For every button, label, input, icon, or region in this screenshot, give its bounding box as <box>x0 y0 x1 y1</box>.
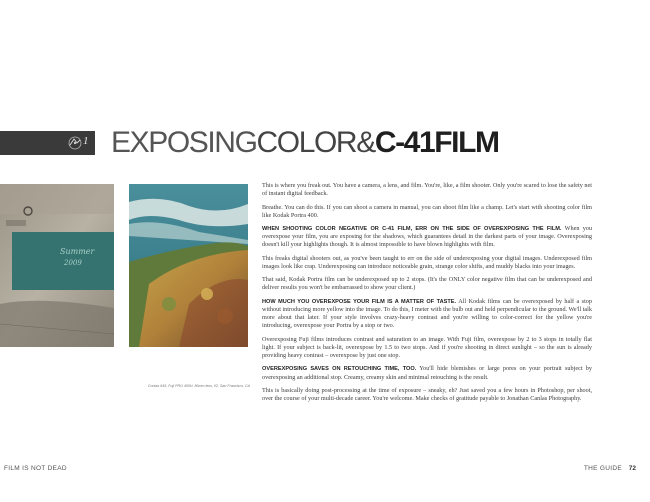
body-text <box>262 182 592 408</box>
footer-book-title: FILM IS NOT DEAD <box>4 465 67 472</box>
title-part-exposing: EXPOSING <box>111 126 257 159</box>
paragraph <box>262 298 592 331</box>
emblem-icon <box>66 134 84 152</box>
paragraph-text: You'll hide blemishes or large pores on your portrait subject by overexposing an additional stop. Creamy, creamy skin and minimal retouching is the result. <box>262 365 592 381</box>
title-part-color: COLOR& <box>256 126 375 159</box>
paragraph-text: This is where you freak out. You have a camera, a lens, and film. You're, like, a film shooter. Only you're scared to lose the safety net of instant digital feedback. <box>262 182 592 198</box>
paragraph <box>262 204 592 220</box>
paragraph <box>262 276 592 292</box>
paragraph-lead: HOW MUCH YOU OVEREXPOSE YOUR FILM IS A MATTER OF TASTE. <box>262 298 457 305</box>
svg-text:2009: 2009 <box>64 259 82 267</box>
paragraph-text: Breathe. You can do this. If you can shoot a camera in manual, you can shoot film like a champ. Let's start with shooting color film like Kodak Portra 400. <box>262 203 592 219</box>
title-part-film: FILM <box>434 126 499 159</box>
chapter-bar <box>0 131 95 155</box>
paragraph <box>262 387 592 403</box>
paragraph-text: Overexposing Fuji films introduces contrast and saturation to an image. With Fuji film, overexpose by 2 to 3 stops in totally flat light. If your subject is back-lit, overexpose by 1.5 to two stops. And if you're shooting in direct sunlight – so the sun is already providing heavy contrast – overexpose by just one stop. <box>262 335 592 360</box>
paragraph-lead: OVEREXPOSING SAVES ON RETOUCHING TIME, TOO. <box>262 366 417 373</box>
paragraph-text: This freaks digital shooters out, as you've been taught to err on the side of underexposing your digital images. Underexposed film images look like crap. Underexposing can introduce noticeable grain, strange color shifts, and muddy blacks into your images. <box>262 254 592 270</box>
paragraph <box>262 182 592 198</box>
paragraph-lead: WHEN SHOOTING COLOR NEGATIVE OR C-41 FILM, ERR ON THE SIDE OF OVEREXPOSING THE FILM. <box>262 226 562 232</box>
page-number: 72 <box>628 465 636 472</box>
photo-coast <box>129 184 248 347</box>
paragraph <box>262 336 592 361</box>
paragraph-text: All Kodak films can be overexposed by half a stop without introducing more yellow into the image. To do this, I meter with the bulb out and held perpendicular to the ground. We'll talk more about that later. If your style involves crazy-heavy contrast and you're willing to color-correct for the yellow you're introducing, overexpose your Portra by a stop or two. <box>262 297 592 330</box>
title-part-c41: C-41 <box>374 126 435 159</box>
paragraph <box>262 255 592 271</box>
photo-wall <box>0 184 114 347</box>
paragraph-text: This is basically doing post-processing at the time of exposure – sneaky, eh? Just saved you a few hours in Photoshop, per shoot, over the course of your multi-decade career. You're welcome. Make checks of gratitude payable to Jonathan Canlas Photography. <box>262 386 592 403</box>
photo-caption: Contax 645, Fuji PRO 400H, 80mm lens, f/2, San Francisco, CA <box>147 384 250 388</box>
paragraph <box>262 365 592 381</box>
paragraph-text: That said, Kodak Portra film can be underexposed up to 2 stops. (It's the ONLY color negative film that can be underexposed and deliver results you won't be embarrassed to show your client.) <box>262 276 592 292</box>
footer-section-title: THE GUIDE <box>583 465 622 472</box>
paragraph-text: When you overexpose your film, you are exposing for the shadows, which guarantees detail in the darkest parts of your image. Overexposing doesn't kill your highlights though. It is almost impossible to have blown highlights with film. <box>262 225 592 249</box>
page-title <box>111 126 499 160</box>
paragraph <box>262 225 592 250</box>
chapter-number: 1 <box>83 135 89 147</box>
wall-handwriting: Summer <box>60 247 95 256</box>
